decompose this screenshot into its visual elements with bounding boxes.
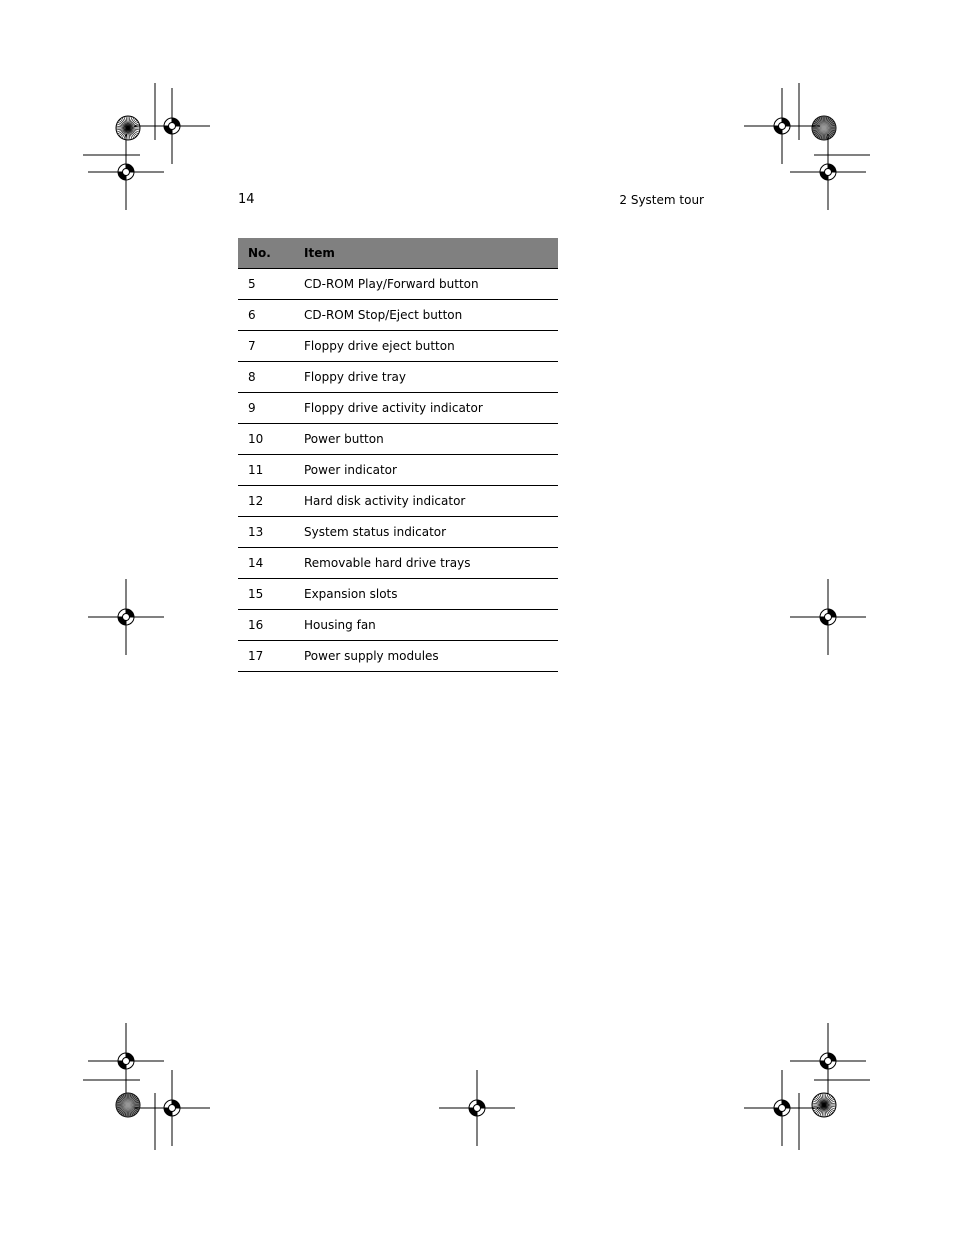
table-row: [238, 331, 558, 362]
row-number: 6: [238, 300, 294, 331]
registration-target-icon: [88, 1023, 164, 1099]
registration-target-icon: [790, 134, 866, 210]
starburst-icon: [116, 116, 140, 140]
table-row: [238, 548, 558, 579]
registration-target-icon: [744, 1070, 820, 1146]
row-item: Power supply modules: [294, 641, 558, 672]
row-number: 14: [238, 548, 294, 579]
table-row: [238, 455, 558, 486]
row-number: 8: [238, 362, 294, 393]
starburst-icon: [812, 116, 836, 140]
row-item: Hard disk activity indicator: [294, 486, 558, 517]
registration-target-icon: [439, 1070, 515, 1146]
row-number: 5: [238, 269, 294, 300]
registration-target-icon: [88, 579, 164, 655]
table-row: [238, 486, 558, 517]
row-number: 17: [238, 641, 294, 672]
table-row: [238, 424, 558, 455]
table-row: [238, 393, 558, 424]
row-item: Removable hard drive trays: [294, 548, 558, 579]
items-table: [238, 238, 558, 672]
table-row: [238, 517, 558, 548]
registration-target-icon: [134, 88, 210, 164]
row-number: 12: [238, 486, 294, 517]
row-item: System status indicator: [294, 517, 558, 548]
row-item: Power button: [294, 424, 558, 455]
registration-target-icon: [88, 134, 164, 210]
column-header-item: Item: [294, 238, 558, 269]
registration-target-icon: [744, 88, 820, 164]
row-number: 9: [238, 393, 294, 424]
running-header: 2 System tour: [619, 193, 704, 207]
table-row: [238, 269, 558, 300]
table-row: [238, 641, 558, 672]
row-item: CD-ROM Play/Forward button: [294, 269, 558, 300]
row-item: Power indicator: [294, 455, 558, 486]
starburst-icon: [812, 1093, 836, 1117]
registration-target-icon: [790, 1023, 866, 1099]
row-number: 7: [238, 331, 294, 362]
page-number: 14: [238, 192, 255, 207]
table-header-row: [238, 238, 558, 269]
row-item: Floppy drive eject button: [294, 331, 558, 362]
table-row: [238, 579, 558, 610]
registration-target-icon: [790, 579, 866, 655]
row-number: 11: [238, 455, 294, 486]
row-item: Floppy drive activity indicator: [294, 393, 558, 424]
registration-target-icon: [134, 1070, 210, 1146]
starburst-icon: [116, 1093, 140, 1117]
table-row: [238, 610, 558, 641]
row-item: Housing fan: [294, 610, 558, 641]
row-number: 10: [238, 424, 294, 455]
row-item: CD-ROM Stop/Eject button: [294, 300, 558, 331]
row-number: 13: [238, 517, 294, 548]
table-row: [238, 300, 558, 331]
column-header-no: No.: [238, 238, 294, 269]
row-number: 15: [238, 579, 294, 610]
row-item: Expansion slots: [294, 579, 558, 610]
row-item: Floppy drive tray: [294, 362, 558, 393]
row-number: 16: [238, 610, 294, 641]
table-row: [238, 362, 558, 393]
